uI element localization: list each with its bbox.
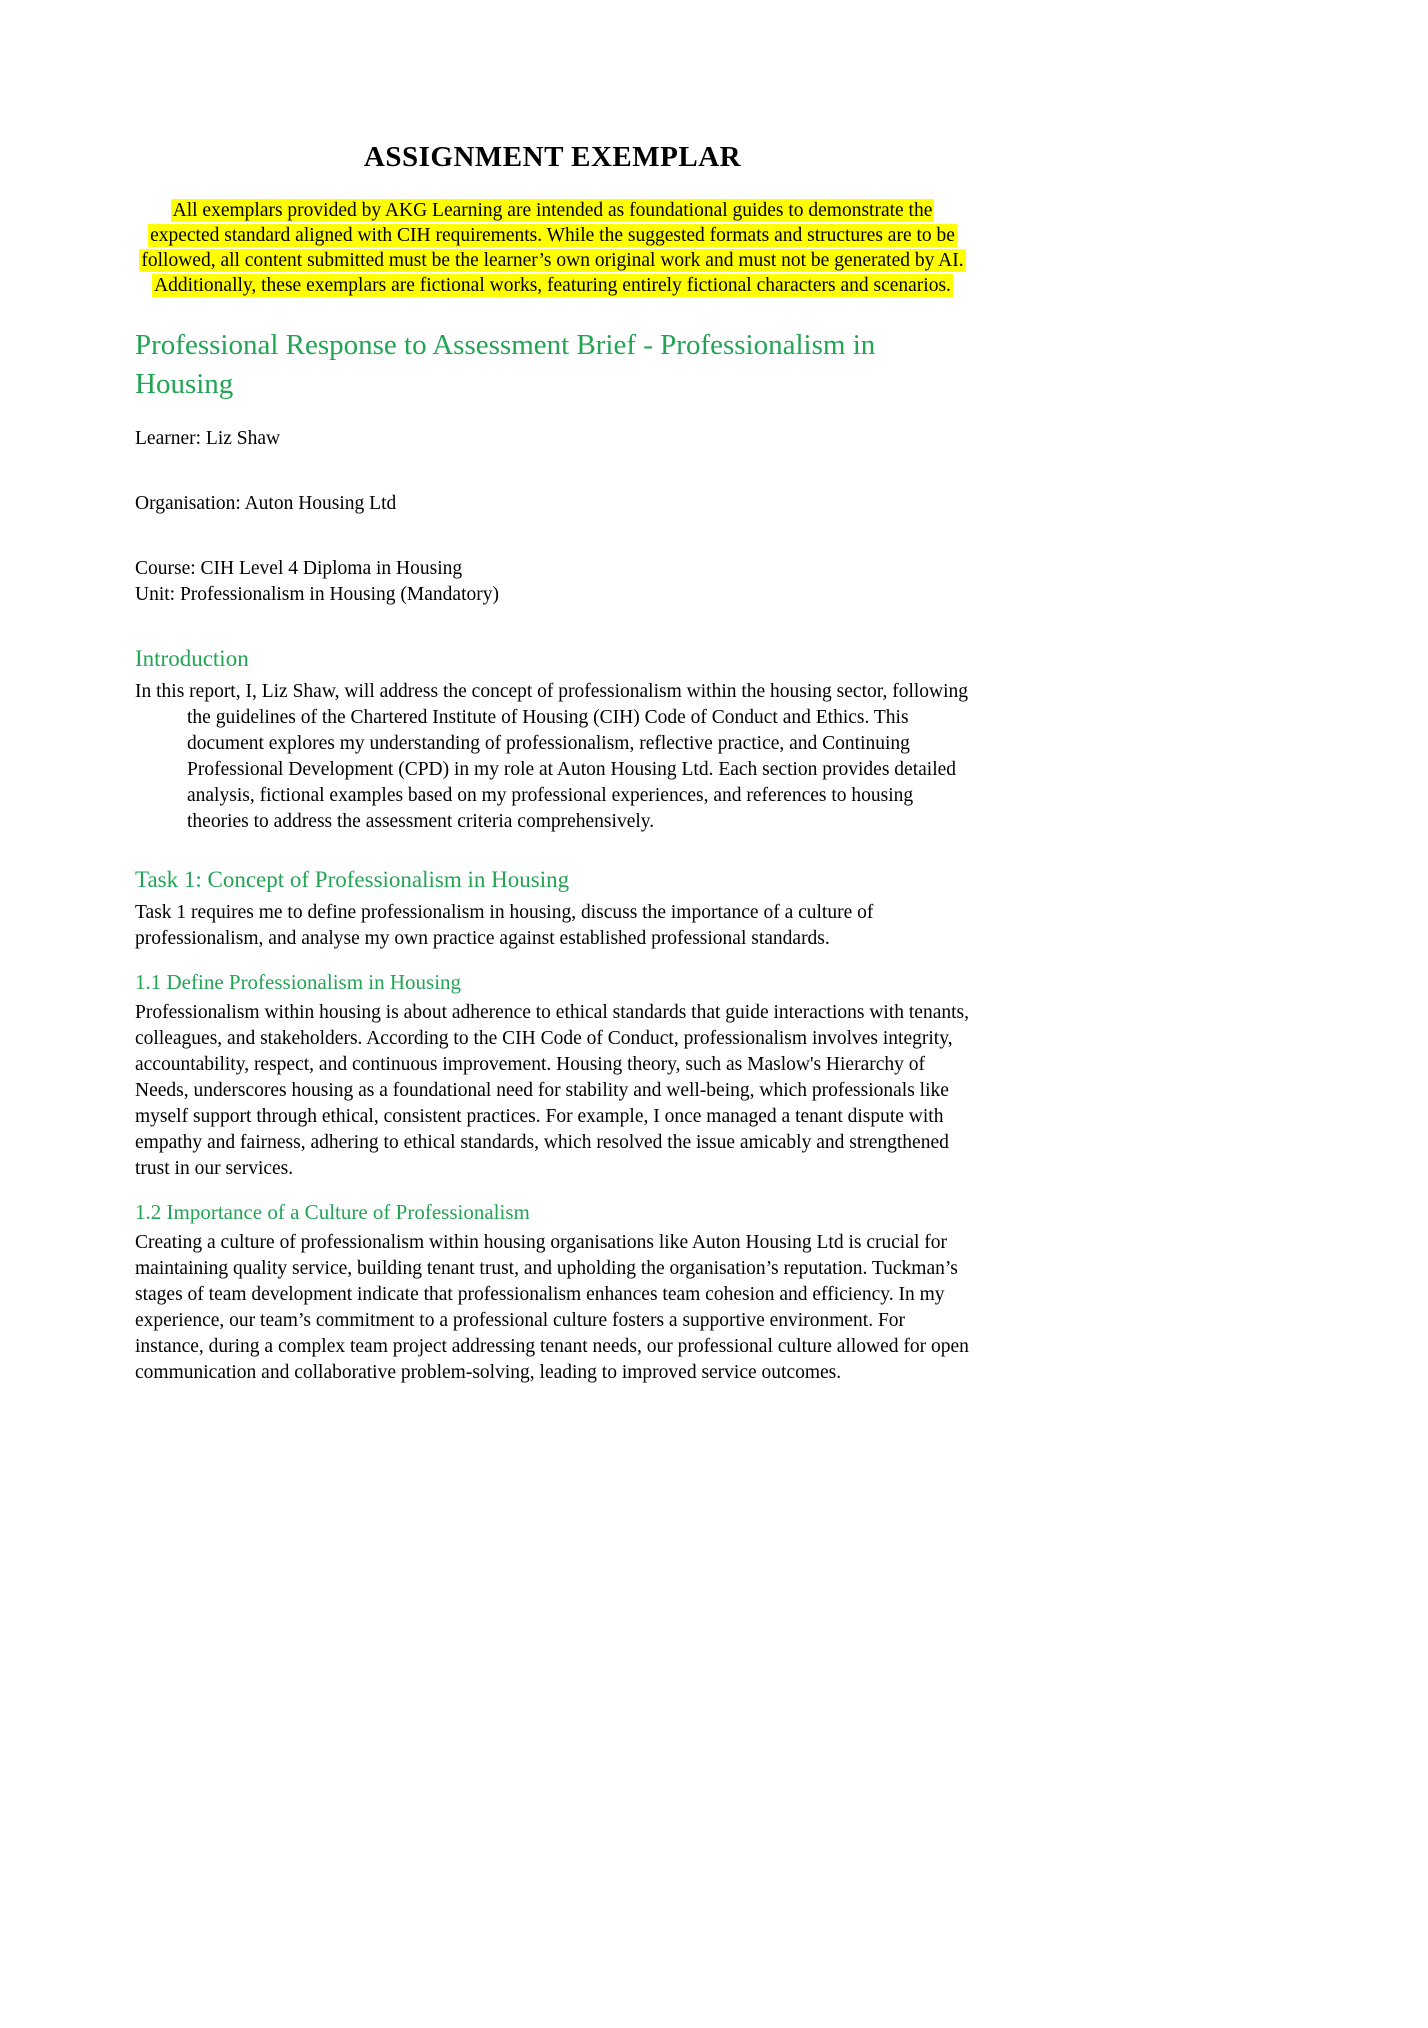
section-1-1-paragraph: Professionalism within housing is about adherence to ethical standards that guide interactions with tenants, colleagues, and stakeholders. According to the CIH Code of Conduct, professionalism involves integrity, accountability, respect, and continuous improvement. Housing theory, such as Maslow's Hierarchy of Needs, underscores housing as a foundational need for stability and well-being, which professionals like myself support through ethical, consistent practices. For example, I once managed a tenant dispute with empathy and fairness, adhering to ethical standards, which resolved the issue amicably and strengthened trust in our services.: [135, 1002, 969, 1179]
introduction-paragraph: In this report, I, Liz Shaw, will address the concept of professionalism within the housing sector, following the guidelines of the Chartered Institute of Housing (CIH) Code of Conduct and Ethics. This document explores my understanding of professionalism, reflective practice, and Continuing Professional Development (CPD) in my role at Auton Housing Ltd. Each section provides detailed analysis, fictional examples based on my professional experiences, and references to housing theories to address the assessment criteria comprehensively.: [135, 681, 969, 832]
section-1-1-heading: 1.1 Define Professionalism in Housing: [135, 970, 462, 994]
course-unit-block: [135, 556, 970, 608]
disclaimer-paragraph: [135, 198, 970, 298]
document-title: ASSIGNMENT EXEMPLAR: [363, 141, 742, 173]
organisation-line: Organisation: Auton Housing Ltd: [135, 493, 397, 514]
course-line: Course: CIH Level 4 Diploma in Housing: [135, 558, 463, 579]
introduction-heading: Introduction: [135, 646, 249, 671]
unit-line: Unit: Professionalism in Housing (Mandatory): [135, 584, 499, 605]
section-1-2-heading: 1.2 Importance of a Culture of Professionalism: [135, 1200, 530, 1224]
highlighted-disclaimer-text: All exemplars provided by AKG Learning are intended as foundational guides to demonstrate the expected standard aligned with CIH requirements. While the suggested formats and structures are to be followed, all content submitted must be the learner’s own original work and must not be generated by AI. Additionally, these exemplars are fictional works, featuring entirely fictional characters and scenarios.: [141, 200, 964, 296]
task1-heading: Task 1: Concept of Professionalism in Housing: [135, 867, 570, 892]
main-heading: Professional Response to Assessment Brief - Professionalism in Housing: [135, 329, 876, 400]
task1-paragraph: Task 1 requires me to define professionalism in housing, discuss the importance of a culture of professionalism, and analyse my own practice against established professional standards.: [135, 902, 874, 949]
learner-line: Learner: Liz Shaw: [135, 428, 281, 449]
section-1-2-paragraph: Creating a culture of professionalism within housing organisations like Auton Housing Ltd is crucial for maintaining quality service, building tenant trust, and upholding the organisation’s reputation. Tuckman’s stages of team development indicate that professionalism enhances team cohesion and efficiency. In my experience, our team’s commitment to a professional culture fosters a supportive environment. For instance, during a complex team project addressing tenant needs, our professional culture allowed for open communication and collaborative problem-solving, leading to improved service outcomes.: [135, 1232, 969, 1383]
